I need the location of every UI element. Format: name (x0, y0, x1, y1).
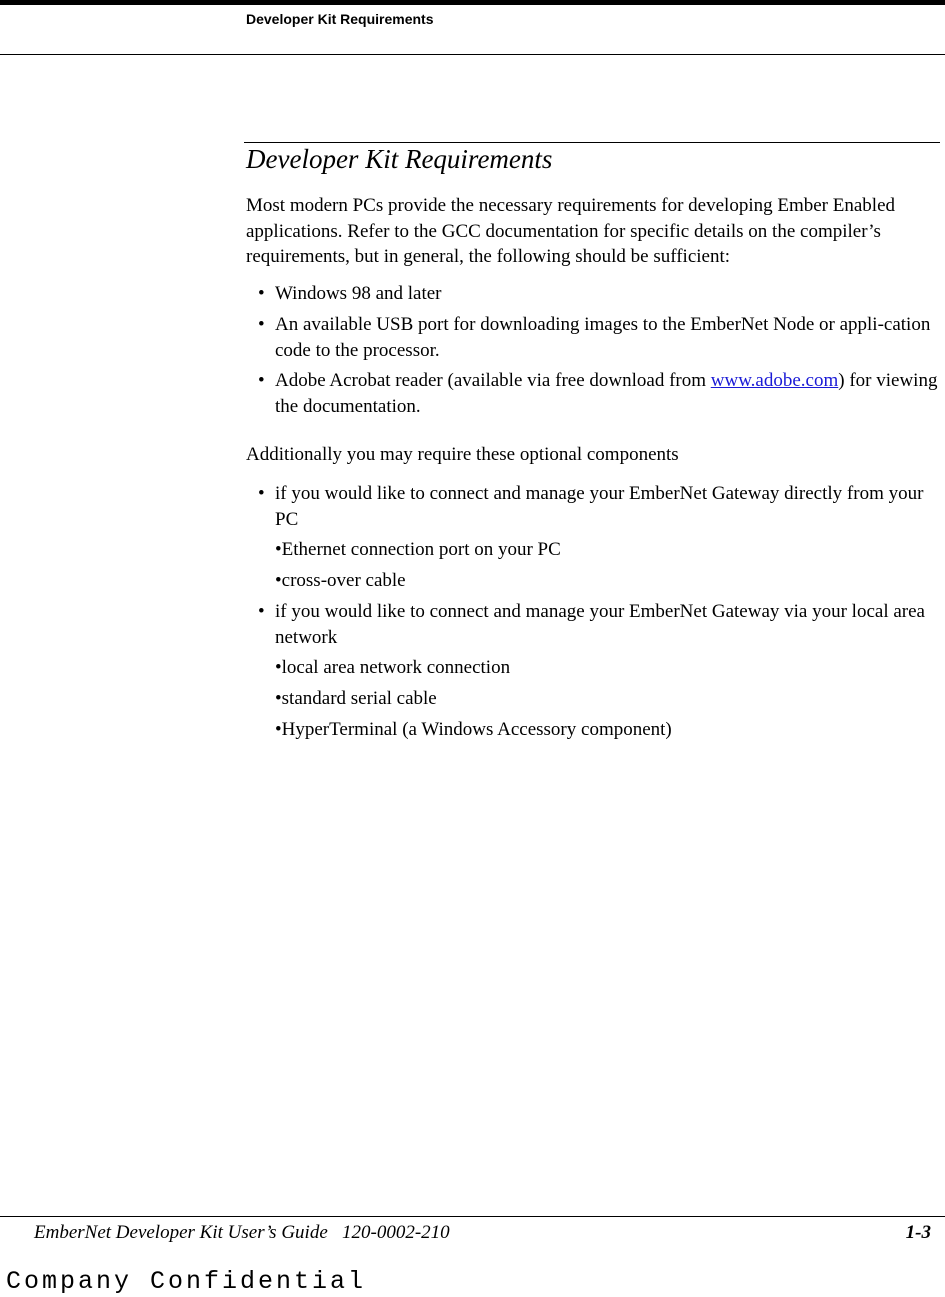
section-title: Developer Kit Requirements (246, 144, 553, 174)
list-item (246, 368, 940, 419)
intro-paragraph: Most modern PCs provide the necessary requirements for developing Ember Enabled applications. Refer to the GCC documentation for specific details on the compiler’s requirements, but in general, the following should be sufficient: (246, 195, 895, 267)
bullet-mark: • (258, 370, 265, 391)
optional-lan: if you would like to connect and manage your EmberNet Gateway via your local area network (275, 601, 925, 648)
sub-list-item: •local area network connection (275, 657, 511, 678)
bullet-mark: • (258, 314, 265, 335)
adobe-link[interactable]: www.adobe.com (710, 370, 839, 391)
list-item (246, 312, 940, 363)
top-rule (0, 0, 945, 5)
confidential-notice: Company Confidential (6, 1267, 367, 1296)
running-header: Developer Kit Requirements (246, 11, 434, 27)
optional-direct-pc: if you would like to connect and manage your EmberNet Gateway directly from your PC (275, 483, 924, 530)
footer-guide-title: EmberNet Developer Kit User’s Guide (34, 1222, 328, 1243)
list-item (246, 599, 940, 650)
footer-rule (0, 1216, 945, 1217)
additional-paragraph: Additionally you may require these optional components (246, 444, 679, 465)
requirement-acrobat-text-after: ) for viewing the documentation. (275, 370, 938, 417)
footer-guide-info (34, 1222, 450, 1244)
sub-list-item: •Ethernet connection port on your PC (275, 539, 561, 560)
sub-list-item: •cross-over cable (275, 570, 406, 591)
bullet-mark: • (258, 601, 265, 622)
page-number: 1-3 (905, 1222, 931, 1243)
footer-doc-number: 120-0002-210 (342, 1222, 450, 1243)
requirement-acrobat (275, 368, 940, 419)
header-rule (0, 54, 945, 55)
requirement-usb: An available USB port for downloading images to the EmberNet Node or appli-cation code to the processor. (275, 314, 931, 361)
list-item (246, 481, 940, 532)
bullet-mark: • (258, 283, 265, 304)
sub-list-item: •HyperTerminal (a Windows Accessory component) (275, 719, 672, 740)
requirement-windows: Windows 98 and later (275, 283, 442, 304)
list-item (246, 281, 940, 307)
bullet-mark: • (258, 483, 265, 504)
requirement-acrobat-text: Adobe Acrobat reader (available via free download from (275, 370, 711, 391)
sub-list-item: •standard serial cable (275, 688, 437, 709)
